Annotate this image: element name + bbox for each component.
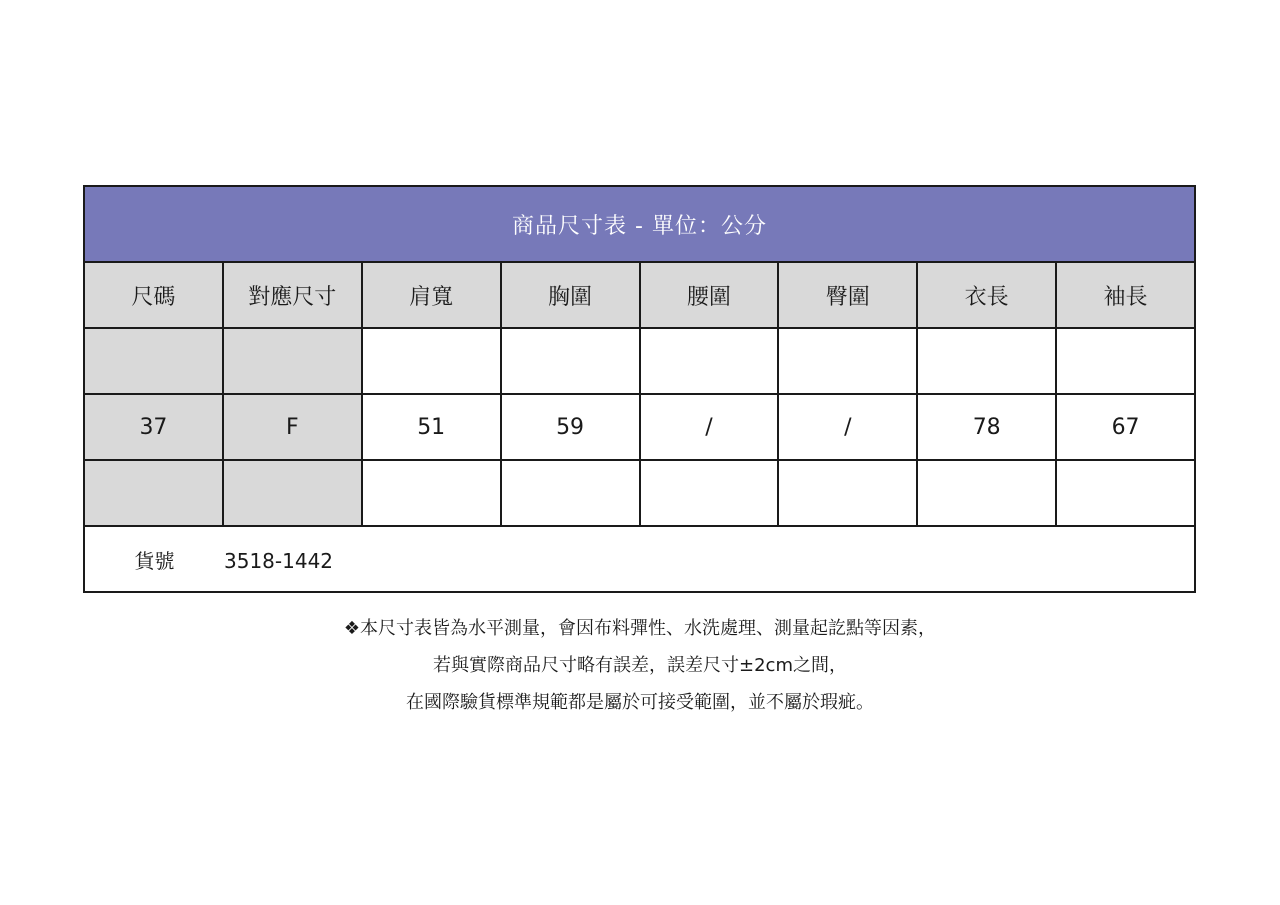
table-cell	[362, 460, 501, 526]
table-row	[84, 460, 1195, 526]
table-header-row	[84, 262, 1195, 328]
header-chest: 胸圍	[501, 262, 640, 328]
product-code-value: 3518-1442	[224, 548, 334, 573]
table-cell	[1056, 460, 1195, 526]
table-cell	[778, 460, 917, 526]
table-cell: /	[640, 394, 779, 460]
table-cell: 67	[1056, 394, 1195, 460]
table-cell	[1056, 328, 1195, 394]
table-cell	[917, 328, 1056, 394]
table-cell	[640, 460, 779, 526]
table-cell	[917, 460, 1056, 526]
table-cell: 37	[84, 394, 223, 460]
header-sleeve-length: 袖長	[1056, 262, 1195, 328]
table-cell	[501, 328, 640, 394]
header-size: 尺碼	[84, 262, 223, 328]
table-cell: 59	[501, 394, 640, 460]
note-line: ❖本尺寸表皆為水平測量，會因布料彈性、水洗處理、測量起訖點等因素，	[343, 618, 937, 639]
table-cell: 78	[917, 394, 1056, 460]
table-cell	[84, 328, 223, 394]
header-length: 衣長	[917, 262, 1056, 328]
product-code-cell	[84, 526, 1195, 592]
note-line: 在國際驗貨標準規範都是屬於可接受範圍，並不屬於瑕疵。	[406, 692, 874, 713]
table-title: 商品尺寸表 - 單位：公分	[84, 186, 1195, 262]
table-cell: /	[778, 394, 917, 460]
table-cell	[640, 328, 779, 394]
table-cell	[362, 328, 501, 394]
header-equivalent-size: 對應尺寸	[223, 262, 362, 328]
table-cell: 51	[362, 394, 501, 460]
table-cell	[501, 460, 640, 526]
product-code-row	[84, 526, 1195, 592]
product-code-label: 貨號	[134, 548, 175, 573]
header-waist: 腰圍	[640, 262, 779, 328]
table-row	[84, 328, 1195, 394]
table-cell	[84, 460, 223, 526]
measurement-notes	[0, 610, 1280, 721]
header-shoulder-width: 肩寬	[362, 262, 501, 328]
table-title-row	[84, 186, 1195, 262]
header-hip: 臀圍	[778, 262, 917, 328]
table-cell: F	[223, 394, 362, 460]
size-chart-table	[83, 185, 1196, 593]
table-cell	[223, 460, 362, 526]
table-row	[84, 394, 1195, 460]
table-cell	[778, 328, 917, 394]
table-cell	[223, 328, 362, 394]
note-line: 若與實際商品尺寸略有誤差，誤差尺寸±2cm之間，	[433, 655, 847, 676]
